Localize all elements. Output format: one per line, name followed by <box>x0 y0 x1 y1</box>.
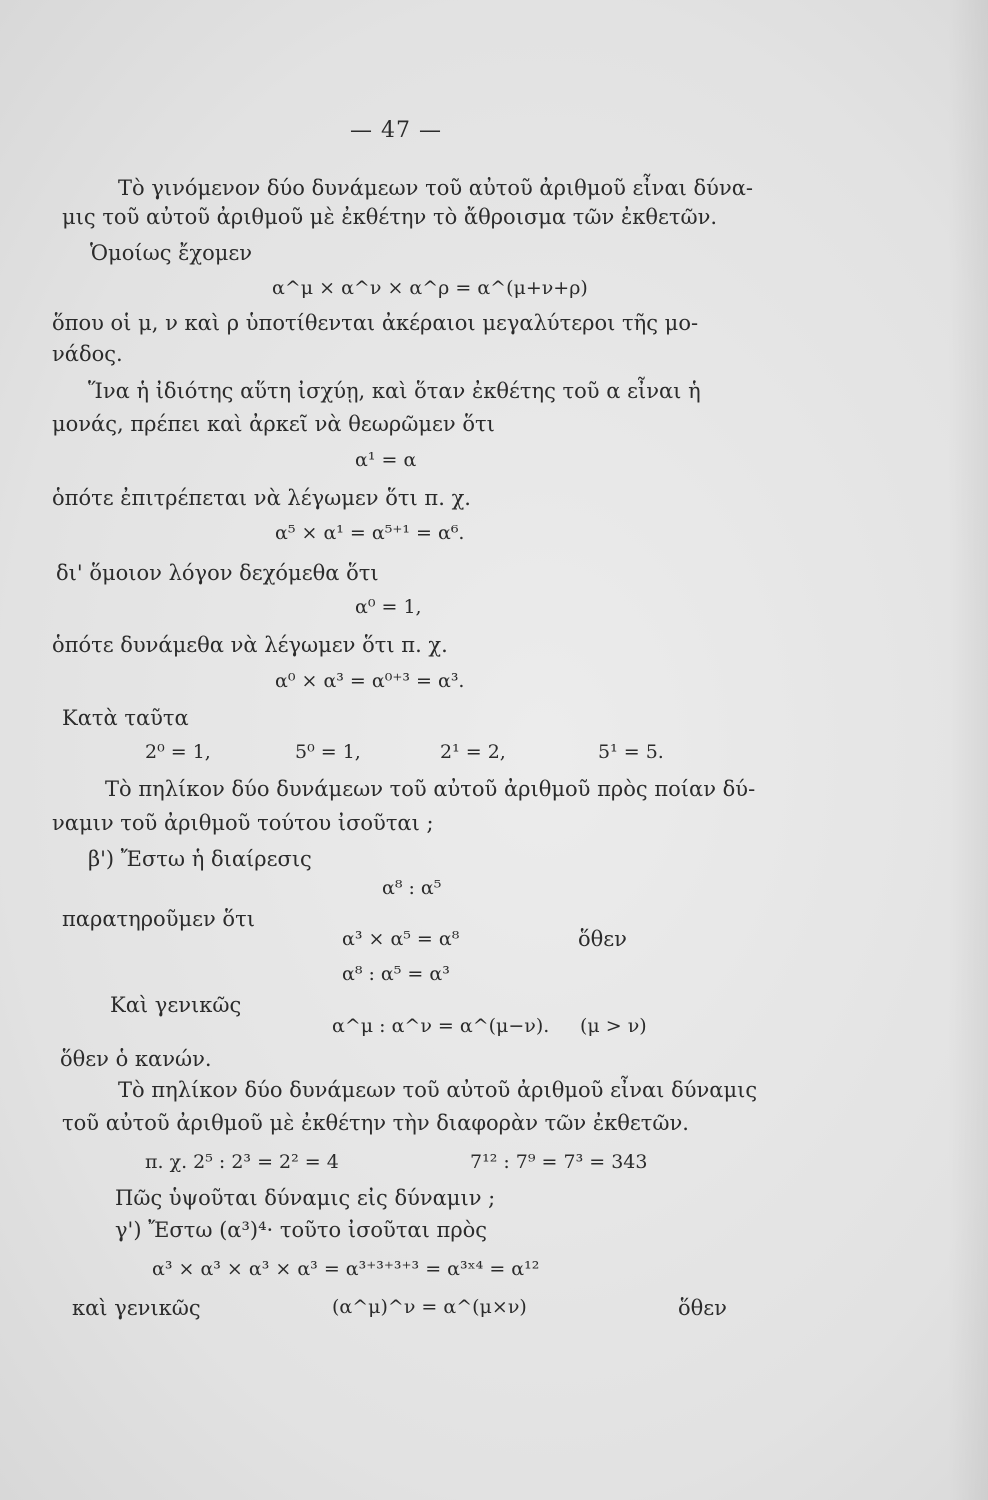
equation: 2⁰ = 1, <box>145 741 211 763</box>
text-line: νάδος. <box>52 342 123 366</box>
text-line: τοῦ αὐτοῦ ἀριθμοῦ μὲ ἐκθέτην τὴν διαφορὰν τῶν ἐκθετῶν. <box>62 1111 689 1135</box>
equation: α³ × α⁵ = α⁸ <box>342 928 460 950</box>
text-line: ὅθεν <box>578 927 627 951</box>
text-line: ὅθεν ὁ κανών. <box>60 1047 212 1071</box>
text-line: Ὁμοίως ἔχομεν <box>90 241 253 265</box>
text-line: μις τοῦ αὐτοῦ ἀριθμοῦ μὲ ἐκθέτην τὸ ἄθροισμα τῶν ἐκθετῶν. <box>62 205 718 229</box>
equation: α⁵ × α¹ = α⁵⁺¹ = α⁶. <box>275 522 465 544</box>
equation: α¹ = α <box>355 449 417 471</box>
equation: α⁰ = 1, <box>355 596 422 618</box>
text-line: Πῶς ὑψοῦται δύναμις εἰς δύναμιν ; <box>115 1186 496 1210</box>
text-line: ὅθεν <box>678 1296 727 1320</box>
text-line: ναμιν τοῦ ἀριθμοῦ τούτου ἰσοῦται ; <box>52 811 434 835</box>
equation: 5⁰ = 1, <box>295 741 361 763</box>
text-line: Ἵνα ἡ ἰδιότης αὕτη ἰσχύῃ, καὶ ὅταν ἐκθέτης τοῦ α εἶναι ἡ <box>88 379 701 403</box>
text-line: Τὸ γινόμενον δύο δυνάμεων τοῦ αὐτοῦ ἀριθμοῦ εἶναι δύνα- <box>118 176 753 200</box>
page-number: — 47 — <box>350 118 442 143</box>
equation: α^μ × α^ν × α^ρ = α^(μ+ν+ρ) <box>272 277 588 299</box>
text-line: Καὶ γενικῶς <box>110 993 242 1017</box>
text-line: β') Ἔστω ἡ διαίρεσις <box>88 847 312 871</box>
text-line: Τὸ πηλίκον δύο δυνάμεων τοῦ αὐτοῦ ἀριθμοῦ εἶναι δύναμις <box>118 1078 758 1102</box>
equation: (α^μ)^ν = α^(μ×ν) <box>332 1296 527 1318</box>
text-line: Τὸ πηλίκον δύο δυνάμεων τοῦ αὐτοῦ ἀριθμοῦ πρὸς ποίαν δύ- <box>105 777 756 801</box>
equation: 5¹ = 5. <box>598 741 664 763</box>
equation: α⁰ × α³ = α⁰⁺³ = α³. <box>275 670 465 692</box>
equation: α⁸ : α⁵ = α³ <box>342 963 450 985</box>
text-line: καὶ γενικῶς <box>72 1296 201 1320</box>
equation: π. χ. 2⁵ : 2³ = 2² = 4 <box>145 1151 339 1173</box>
equation: 2¹ = 2, <box>440 741 506 763</box>
text-line: ὅπου οἱ μ, ν καὶ ρ ὑποτίθενται ἀκέραιοι μεγαλύτεροι τῆς μο- <box>52 311 699 335</box>
text-line: δι' ὅμοιον λόγον δεχόμεθα ὅτι <box>56 561 379 585</box>
text-line: παρατηροῦμεν ὅτι <box>62 907 255 931</box>
text-line: Κατὰ ταῦτα <box>62 706 189 730</box>
page-edge-shadow <box>948 0 988 1500</box>
equation: α⁸ : α⁵ <box>382 877 442 899</box>
text-line: ὁπότε δυνάμεθα νὰ λέγωμεν ὅτι π. χ. <box>52 633 448 657</box>
equation: α^μ : α^ν = α^(μ−ν). <box>332 1015 550 1037</box>
equation: (μ > ν) <box>580 1015 647 1037</box>
text-line: γ') Ἔστω (α³)⁴· τοῦτο ἰσοῦται πρὸς <box>115 1218 488 1242</box>
text-line: ὁπότε ἐπιτρέπεται νὰ λέγωμεν ὅτι π. χ. <box>52 486 471 510</box>
text-line: μονάς, πρέπει καὶ ἀρκεῖ νὰ θεωρῶμεν ὅτι <box>52 412 495 436</box>
equation: α³ × α³ × α³ × α³ = α³⁺³⁺³⁺³ = α³ˣ⁴ = α¹² <box>152 1258 540 1280</box>
equation: 7¹² : 7⁹ = 7³ = 343 <box>470 1151 648 1173</box>
